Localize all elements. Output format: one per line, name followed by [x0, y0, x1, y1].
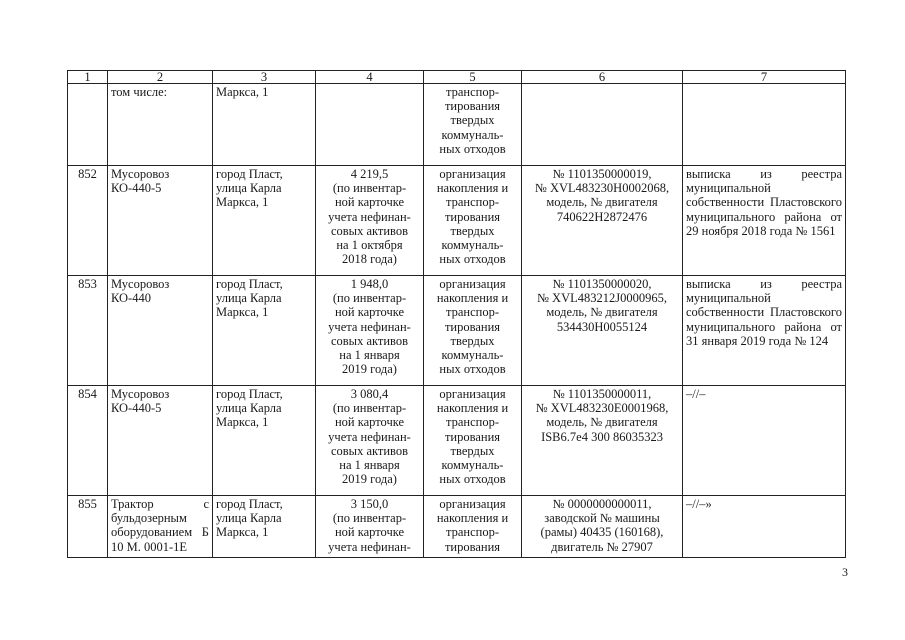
cell-address: город Пласт, улица Карла Маркса, 1	[213, 386, 316, 496]
cell-purpose: организация накопления и транспор- тирования	[424, 496, 522, 558]
cell-address: город Пласт, улица Карла Маркса, 1	[213, 276, 316, 386]
column-number: 2	[108, 71, 213, 84]
cell-address: город Пласт, улица Карла Маркса, 1	[213, 496, 316, 558]
cell-address: Маркса, 1	[213, 84, 316, 166]
column-number: 7	[683, 71, 846, 84]
cell-basis: –//–	[683, 386, 846, 496]
cell-number: 852	[68, 166, 108, 276]
table-row	[68, 166, 846, 276]
column-number: 4	[316, 71, 424, 84]
cell-ident: № 1101350000019, № XVL483230H0002068, модель, № двигателя 740622H2872476	[522, 166, 683, 276]
cell-number: 854	[68, 386, 108, 496]
cell-value: 3 080,4 (по инвентар- ной карточке учета нефинан- совых активов на 1 января 2019 года)	[316, 386, 424, 496]
column-number: 3	[213, 71, 316, 84]
cell-value: 3 150,0 (по инвентар- ной карточке учета нефинан-	[316, 496, 424, 558]
cell-name: Мусоровоз КО-440-5	[108, 166, 213, 276]
cell-basis	[683, 84, 846, 166]
column-number: 6	[522, 71, 683, 84]
cell-name: Трактор с бульдозерным оборудованием Б 10 М. 0001-1Е	[108, 496, 213, 558]
cell-basis: выписка из реестра муниципальной собственности Пластовского муниципального района от 31 января 2019 года № 124	[683, 276, 846, 386]
table-row	[68, 496, 846, 558]
cell-ident	[522, 84, 683, 166]
cell-address: город Пласт, улица Карла Маркса, 1	[213, 166, 316, 276]
cell-value: 1 948,0 (по инвентар- ной карточке учета нефинан- совых активов на 1 января 2019 года)	[316, 276, 424, 386]
cell-basis: выписка из реестра муниципальной собственности Пластовского муниципального района от 29 ноября 2018 года № 1561	[683, 166, 846, 276]
cell-purpose: организация накопления и транспор- тирования твердых коммуналь- ных отходов	[424, 386, 522, 496]
column-number: 1	[68, 71, 108, 84]
cell-purpose: транспор- тирования твердых коммуналь- ных отходов	[424, 84, 522, 166]
cell-value: 4 219,5 (по инвентар- ной карточке учета нефинан- совых активов на 1 октября 2018 года)	[316, 166, 424, 276]
table-row	[68, 276, 846, 386]
cell-name: том числе:	[108, 84, 213, 166]
cell-ident: № 0000000000011, заводской № машины (рамы) 40435 (160168), двигатель № 27907	[522, 496, 683, 558]
column-number: 5	[424, 71, 522, 84]
cell-number	[68, 84, 108, 166]
column-number-row	[68, 71, 846, 84]
cell-purpose: организация накопления и транспор- тирования твердых коммуналь- ных отходов	[424, 276, 522, 386]
cell-number: 855	[68, 496, 108, 558]
cell-basis: –//–»	[683, 496, 846, 558]
cell-ident: № 1101350000020, № XVL483212J0000965, модель, № двигателя 534430H0055124	[522, 276, 683, 386]
cell-ident: № 1101350000011, № XVL483230E0001968, модель, № двигателя ISB6.7e4 300 86035323	[522, 386, 683, 496]
registry-table	[67, 70, 846, 558]
cell-name: Мусоровоз КО-440-5	[108, 386, 213, 496]
cell-number: 853	[68, 276, 108, 386]
cell-value	[316, 84, 424, 166]
table-row-continuation	[68, 84, 846, 166]
table-row	[68, 386, 846, 496]
cell-purpose: организация накопления и транспор- тирования твердых коммуналь- ных отходов	[424, 166, 522, 276]
cell-name: Мусоровоз КО-440	[108, 276, 213, 386]
page-number: 3	[842, 565, 848, 579]
